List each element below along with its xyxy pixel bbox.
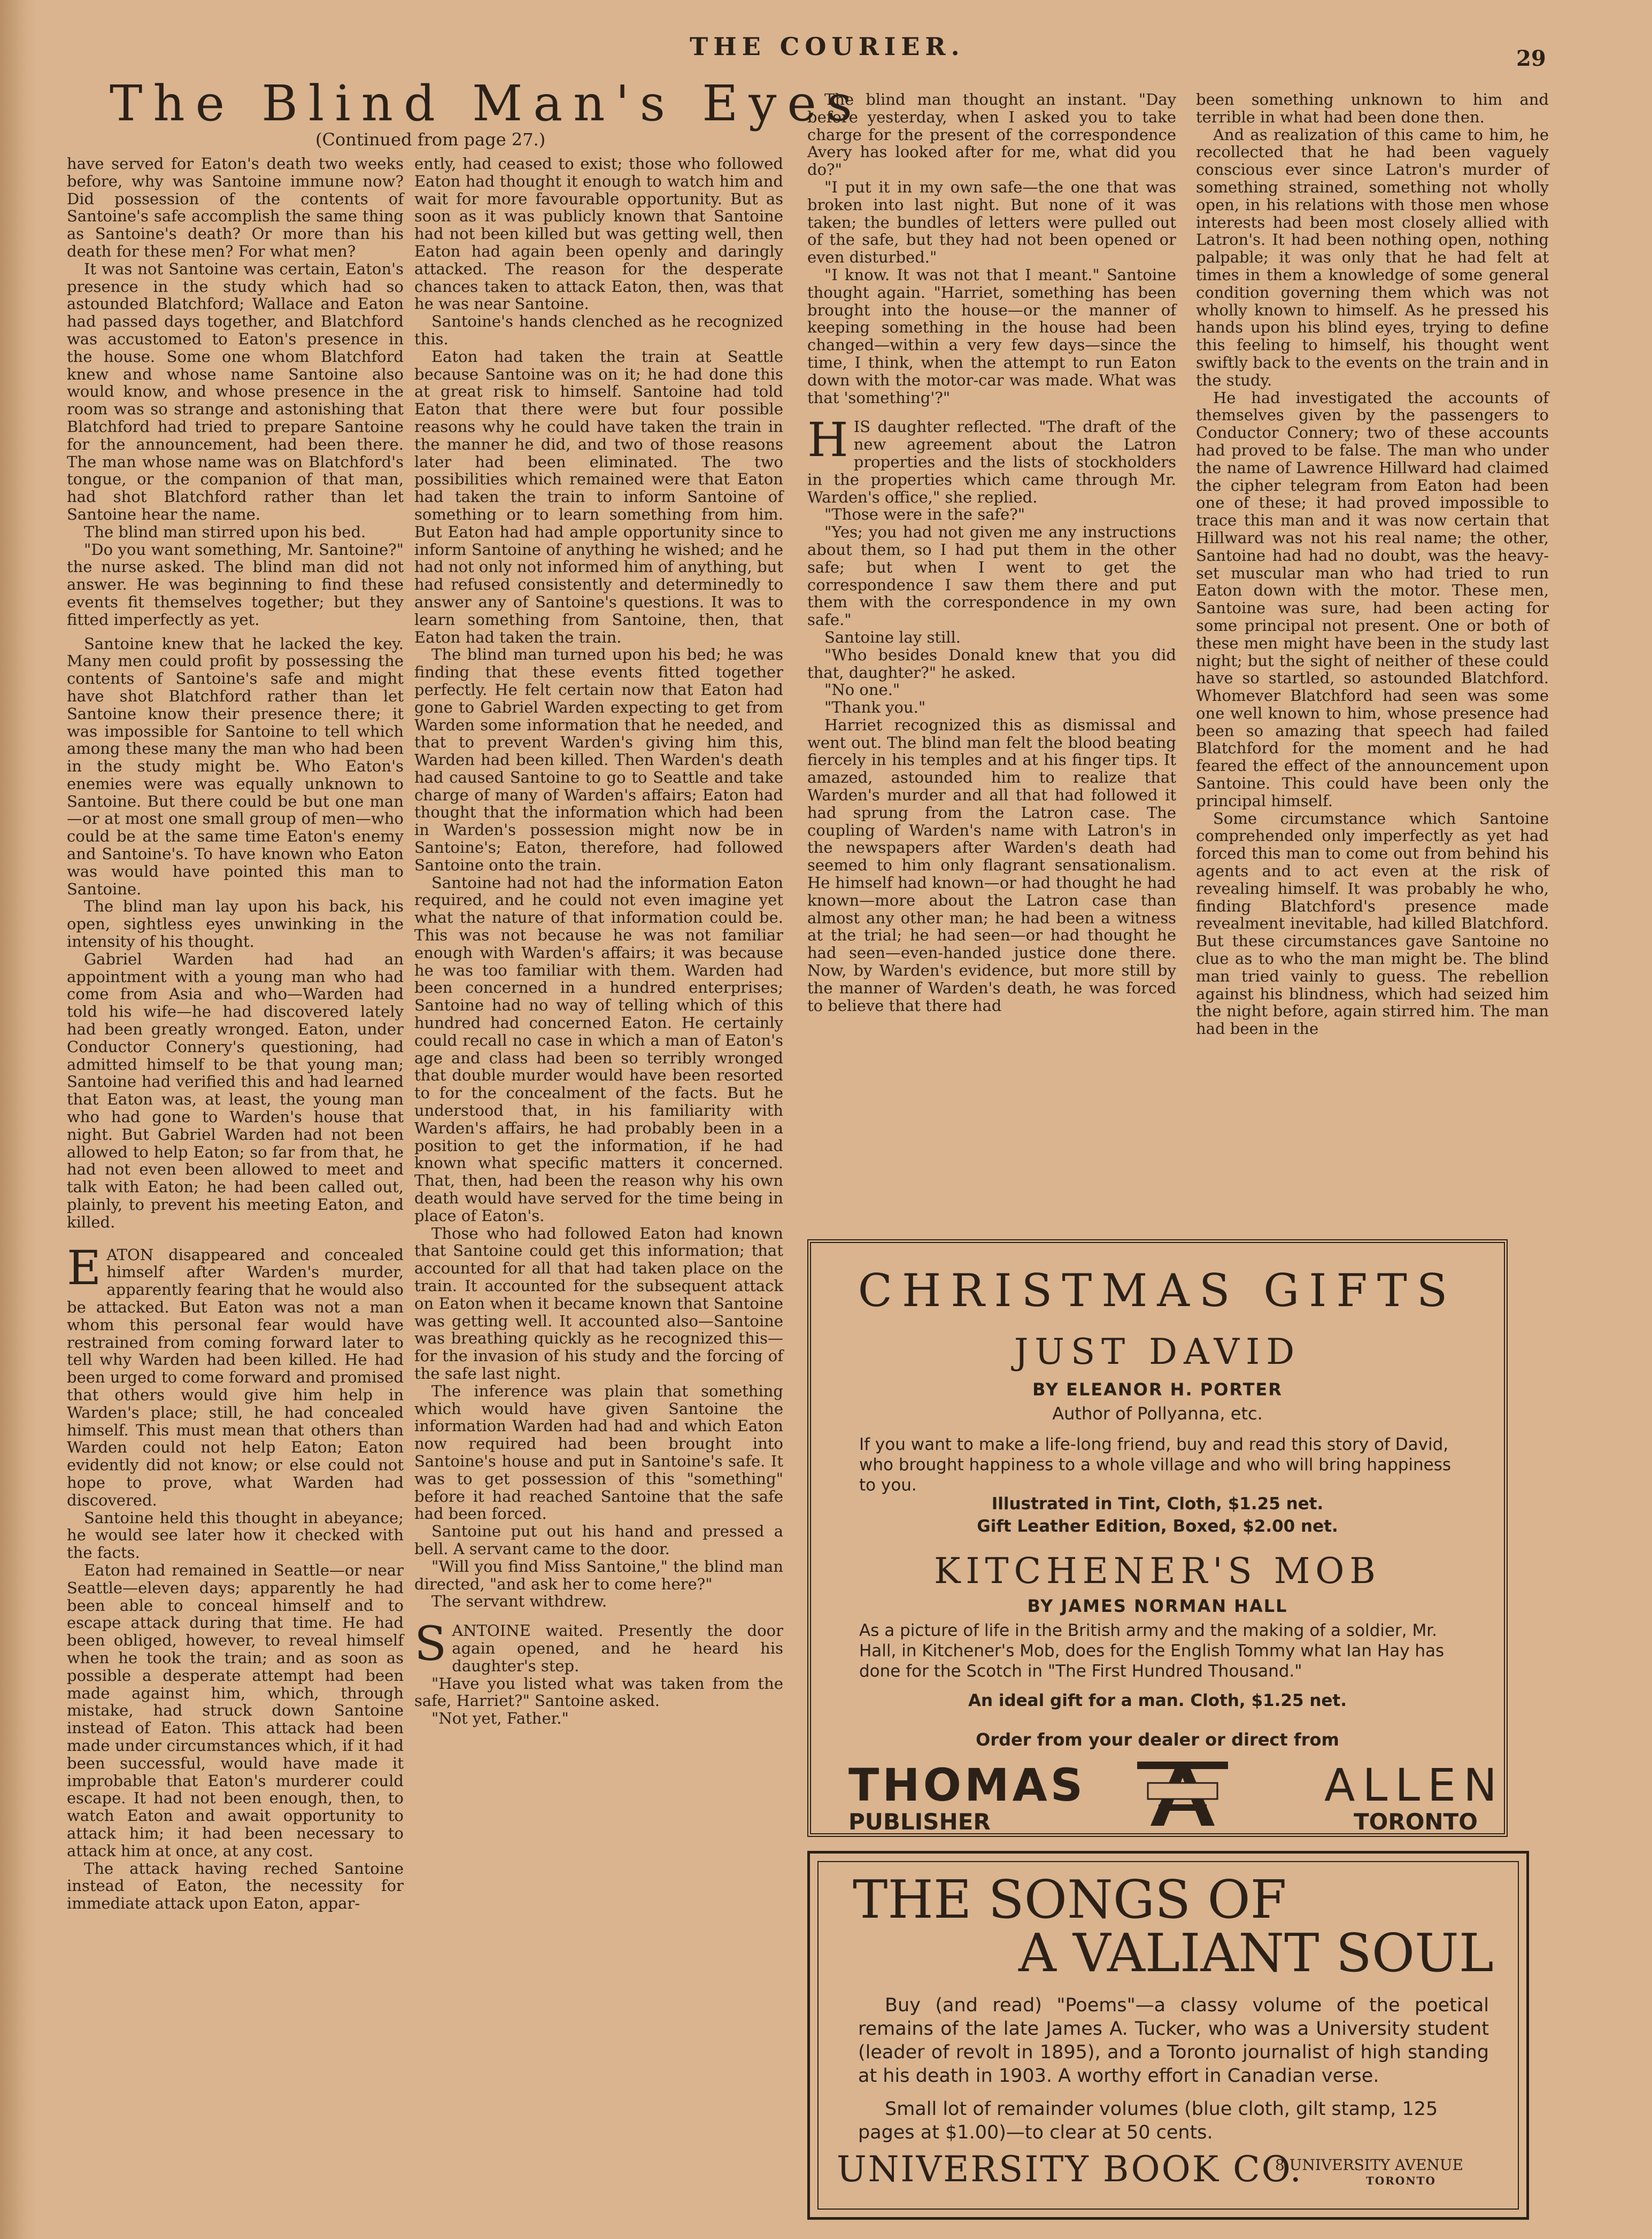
paragraph: ently, had ceased to exist; those who followed Eaton had thought it enough to watch him and wait for more favourable opportunity. But as soon as it was publicly known that Santoine had not been killed but was getting well, then Eaton had again been openly and daringly attacked. The reason for the desperate chances taken to attack Eaton, then, was that he was near Santoine. (414, 155, 783, 313)
paragraph: "Yes; you had not given me any instructions about them, so I had put them in the other safe; but when I went to get the correspondence I saw them there and put them with the correspondence in my own safe." (807, 523, 1176, 629)
book-author: BY ELEANOR H. PORTER (1032, 1379, 1283, 1400)
publisher-city: TORONTO (1354, 1809, 1478, 1835)
paragraph: "Those were in the safe?" (824, 505, 1025, 524)
paragraph: "Thank you." (824, 698, 926, 717)
paragraph: "Who besides Donald knew that you did that, daughter?" he asked. (807, 645, 1176, 682)
paragraph: The attack having reched Santoine instead of Eaton, the necessity for immediate attack upon Eaton, appar- (67, 1859, 404, 1913)
book-blurb: If you want to make a life-long friend, buy and read this story of David, who brought happiness to a whole village and who will bring happiness to you. (859, 1435, 1452, 1495)
paragraph: And as realization of this came to him, he recollected that he had been vaguely conscious ever since Latron's murder of something strained, something not wholly open, in his relations with those men whose interests had been most closely allied with Latron's. It had been nothing open, nothing palpable; it was only that he had felt at times in them a knowledge of some general condition governing them which was not wholly known to himself. As he pressed his hands upon his blind eyes, trying to define this feeling to himself, his thought went swiftly back to the events on the train and in the study. (1196, 125, 1549, 389)
book-author: BY JAMES NORMAN HALL (1027, 1596, 1288, 1616)
publisher-last-name: ALLEN (1324, 1759, 1504, 1811)
ad-title-line-1: THE SONGS OF (853, 1870, 1287, 1931)
paragraph: Santoine had not had the information Eaton required, and he could not even imagine yet what the nature of that information could be. This was not because he was not familiar enough with Warden's affairs; it was because he was too familiar with them. Warden had been concerned in a hundred enterprises; Santoine had no way of telling which of this hundred had concerned Eaton. He certainly could recall no case in which a man of Eaton's age and class had been so terribly wronged that double murder would have been resorted to for the concealment of the facts. But he understood that, in his familiarity with Warden's affairs, he had probably been in a position to get the information, if he had known what specific matters it concerned. That, then, had been the reason why his own death would have served for the time being in place of Eaton's. (414, 873, 783, 1225)
paragraph: "No one." (824, 681, 900, 699)
paragraph: Santoine put out his hand and pressed a bell. A servant came to the door. (414, 1522, 783, 1558)
paragraph: Santoine held this thought in abeyance; he would see later how it checked with the facts. (67, 1508, 404, 1562)
article-column-1 (67, 155, 404, 1912)
paragraph: "Do you want something, Mr. Santoine?" the nurse asked. The blind man did not answer. He was beginning to find these events fit themselves together; but they fitted imperfectly as yet. (67, 540, 404, 629)
book-price: An ideal gift for a man. Cloth, $1.25 net. (968, 1691, 1347, 1710)
paragraph: Eaton had taken the train at Seattle because Santoine was on it; he had done this at great risk to himself. Santoine had told Eaton that there were but four possible reasons why he could have taken the train in the manner he did, and two of those reasons later had been eliminated. The two possibilities which remained were that Eaton had taken the train to inform Santoine of something or to learn something from him. But Eaton had had ample opportunity since to inform Santoine of anything he wished; and he had not only not informed him of anything, but had refused consistently and determinedly to answer any of Santoine's questions. It was to learn something from Santoine, then, that Eaton had taken the train. (414, 347, 783, 646)
paragraph: "I know. It was not that I meant." Santoine thought again. "Harriet, something has been brought into the house—or the manner of keeping something in the house had been changed—within a very few days—since the time, I think, when the attempt to run Eaton down with the motor-car was made. What was that 'something'?" (807, 265, 1176, 407)
ad-offer: Small lot of remainder volumes (blue cloth, gilt stamp, 125 pages at $1.00)—to clear at 50 cents. (858, 2098, 1438, 2143)
paragraph: The blind man turned upon his bed; he was finding that these events fitted together perfectly. He felt certain now that Eaton had gone to Gabriel Warden expecting to get from Warden some information that he needed, and that to prevent Warden's giving him this, Warden had been killed. Then Warden's death had caused Santoine to go to Seattle and take charge of many of Warden's affairs; Eaton had thought that the information which had been in Warden's possession might now be in Santoine's; Eaton, therefore, had followed Santoine onto the train. (414, 645, 783, 874)
paragraph: The inference was plain that something which would have given Santoine the information Warden had had and which Eaton now required had been brought into Santoine's house and put in Santoine's safe. It was to get possession of this "something" before it had reached Santoine that the safe had been forced. (414, 1381, 783, 1523)
book-price: Gift Leather Edition, Boxed, $2.00 net. (977, 1517, 1338, 1536)
article-column-4 (1196, 91, 1549, 1038)
article-title: The Blind Man's Eyes (110, 75, 863, 132)
paragraph-text: IS daughter reflected. "The draft of the new agreement about the Latron properties and the lists of stockholders in the properties which came through Mr. Warden's office," she replied. (807, 418, 1176, 506)
paragraph: Harriet recognized this as dismissal and went out. The blind man felt the blood beating fiercely in his temples and at his finger tips. It amazed, astounded him to realize that Warden's murder and all that had followed it had sprung from the Latron case. The coupling of Warden's name with Latron's in the newspapers after Warden's death had seemed to him only flagrant sensationalism. He himself had known—or had thought he had known—more about the Latron case than almost any other man; he had been a witness at the trial; he had seen—or had thought he had seen—even-handed justice done there. Now, by Warden's evidence, but more still by the manner of Warden's death, he was forced to believe that there had (807, 715, 1176, 1015)
dropcap-paragraph (414, 1616, 783, 1675)
article-column-2 (414, 155, 783, 1727)
book-title: KITCHENER'S MOB (934, 1550, 1381, 1592)
paragraph: The blind man thought an instant. "Day before yesterday, when I asked you to take charge for the present of the correspondence Avery has looked after for me, what did you do?" (807, 90, 1176, 179)
paragraph: been something unknown to him and terrible in what had been done then. (1196, 90, 1549, 126)
ad-body: Buy (and read) "Poems"—a classy volume of the poetical remains of the late James A. Tucker, who was a University student (leader of revolt in 1895), and a Toronto journalist of high standing at his death in 1903. A worthy effort in Canadian verse. (858, 1995, 1489, 2087)
order-line: Order from your dealer or direct from (976, 1730, 1339, 1750)
songs-of-valiant-soul-advertisement (807, 1851, 1529, 2220)
books-of-merit-logo (1126, 1751, 1239, 1831)
paragraph: Santoine's hands clenched as he recognized this. (414, 312, 783, 348)
book-price: Illustrated in Tint, Cloth, $1.25 net. (991, 1494, 1324, 1514)
christmas-gifts-advertisement (807, 1239, 1508, 1837)
paragraph: The blind man stirred upon his bed. (84, 522, 366, 541)
paragraph: The blind man lay upon his back, his open, sightless eyes unwinking in the intensity of his thought. (67, 897, 404, 951)
paragraph: The servant withdrew. (431, 1592, 607, 1611)
publisher-first-name: THOMAS (848, 1759, 1086, 1811)
continued-note: (Continued from page 27.) (315, 129, 546, 150)
paragraph: Santoine knew that he lacked the key. Many men could profit by possessing the contents of Santoine's safe and might have shot Blatchford rather than let Santoine know their presence there; it was impossible for Santoine to tell which among these many the man who had been in the study might be. Who Eaton's enemies were was equally unknown to Santoine. But there could be but one man—or at most one small group of men—who could be at the same time Eaton's enemy and Santoine's. To have known who Eaton was would have pointed this man to Santoine. (67, 634, 404, 898)
book-title: JUST DAVID (1014, 1331, 1301, 1372)
paragraph: He had investigated the accounts of themselves given by the passengers to Conductor Connery; two of these accounts had proved to be false. The man who under the name of Lawrence Hillward had claimed the cipher telegram from Eaton had been one of these; it had proved impossible to trace this man and it was now certain that Hillward was not his real name; the other, Santoine had had no doubt, was the heavy-set muscular man who had tried to run Eaton down with the motor. These men, Santoine was sure, had been acting for some principal not present. One or both of these men might have been in the study last night; but the sight of neither of these could have so startled, so astounded Blatchford. Whomever Blatchford had seen was some one well known to him, whose presence had been so amazing that speech had failed Blatchford for the moment and he had feared the effect of the announcement upon Santoine. This could have been only the principal himself. (1196, 388, 1549, 810)
paragraph: "I put it in my own safe—the one that was broken into last night. But none of it was taken; the bundles of letters were pulled out of the safe, but they had not been opened or even disturbed." (807, 177, 1176, 267)
drop-cap-letter: H (807, 412, 848, 468)
paragraph: "Not yet, Father." (431, 1709, 569, 1728)
paragraph: Eaton had remained in Seattle—or near Seattle—eleven days; apparently he had been able to conceal himself and to escape attack during that time. He had been obliged, however, to reveal himself when he took the train; and as soon as possible a desperate attempt had been made against him, which, through mistake, had struck down Santoine instead of Eaton. This attack had been made under circumstances which, if it had been successful, would have made it improbable that Eaton's murderer could escape. It had not been enough, then, to watch Eaton and await opportunity to attack him; it had been necessary to attack him at once, at any cost. (67, 1561, 404, 1860)
torn-page-edge (0, 0, 37, 2239)
book-note: Author of Pollyanna, etc. (1052, 1403, 1263, 1424)
dropcap-paragraph (807, 412, 1176, 506)
article-column-3 (807, 91, 1176, 1014)
paragraph: It was not Santoine was certain, Eaton's presence in the study which had so astounded Blatchford; Wallace and Eaton had passed days together, and Blatchford was accustomed to Eaton's presence in the house. Some one whom Blatchford knew and whose name Santoine also would know, and whose presence in the room was so strange and astonishing that Blatchford had tried to prepare Santoine for the announcement, had been there. The man whose name was on Blatchford's tongue, or the companion of that man, had shot Blatchford rather than let Santoine hear the name. (67, 259, 404, 523)
paragraph-text: ANTOINE waited. Presently the door again opened, and he heard his daughter's step. (452, 1622, 783, 1675)
ad-city: TORONTO (1366, 2174, 1436, 2187)
page-number: 29 (1516, 46, 1546, 71)
ad-heading: CHRISTMAS GIFTS (858, 1264, 1457, 1317)
paragraph: "Have you listed what was taken from the safe, Harriet?" Santoine asked. (414, 1674, 783, 1710)
paragraph: "Will you find Miss Santoine," the blind man directed, "and ask her to come here?" (414, 1557, 783, 1593)
paragraph: Those who had followed Eaton had known that Santoine could get this information; that accounted for all that had taken place on the train. It accounted for the subsequent attack on Eaton when it became known that Santoine was getting well. It accounted also—Santoine was breathing quickly as he recognized this—for the invasion of his study and the forcing of the safe last night. (414, 1224, 783, 1383)
ad-title-line-2: A VALIANT SOUL (1018, 1923, 1494, 1984)
paragraph: have served for Eaton's death two weeks before, why was Santoine immune now? Did possession of the contents of Santoine's safe accomplish the same thing as Santoine's death? Or more than his death for these men? For what men? (67, 155, 404, 260)
dropcap-paragraph (67, 1240, 404, 1509)
book-blurb: As a picture of life in the British army and the making of a soldier, Mr. Hall, in Kitchener's Mob, does for the English Tommy what Ian Hay has done for the Scotch in "The First Hundred Thousand." (859, 1621, 1445, 1681)
drop-cap-letter: S (414, 1616, 447, 1672)
paragraph-text: ATON disappeared and concealed himself after Warden's murder, apparently fearing that he would also be attacked. But Eaton was not a man whom this personal fear would have restrained from coming forward later to tell why Warden had been killed. He had been urged to come forward and promised that others would give him help in Warden's place; still, he had concealed himself. This must mean that others than Warden could not help Eaton; Eaton evidently did not know; or else could not hope to prove, what Warden had discovered. (67, 1245, 404, 1509)
publisher-label: PUBLISHER (848, 1809, 991, 1835)
newspaper-header: THE COURIER. (690, 32, 965, 61)
paragraph: Some circumstance which Santoine comprehended only imperfectly as yet had forced this man to come out from behind his agents and to act even at the risk of revealing himself. It was probably he who, finding Blatchford's presence made revealment inevitable, had killed Blatchford. But these circumstances gave Santoine no clue as to who the man might be. The blind man tried vainly to guess. The rebellion against his blindness, which had seized him the night before, again stirred him. The man had been in the (1196, 809, 1549, 1038)
ad-company: UNIVERSITY BOOK CO. (837, 2149, 1303, 2190)
paragraph: Santoine lay still. (824, 628, 961, 646)
ad-address: 8 UNIVERSITY AVENUE (1275, 2156, 1463, 2174)
drop-cap-letter: E (67, 1240, 102, 1295)
paragraph: Gabriel Warden had had an appointment with a young man who had come from Asia and who—Warden had told his wife—he had discovered lately had been greatly wronged. Eaton, under Conductor Connery's questioning, had admitted himself to be that young man; Santoine had verified this and had learned that Eaton was, at least, the young man who had gone to Warden's house that night. But Gabriel Warden had not been allowed to help Eaton; so far from that, he had not even been allowed to meet and talk with Eaton; he had been called out, plainly, to prevent his meeting Eaton, and killed. (67, 949, 404, 1231)
